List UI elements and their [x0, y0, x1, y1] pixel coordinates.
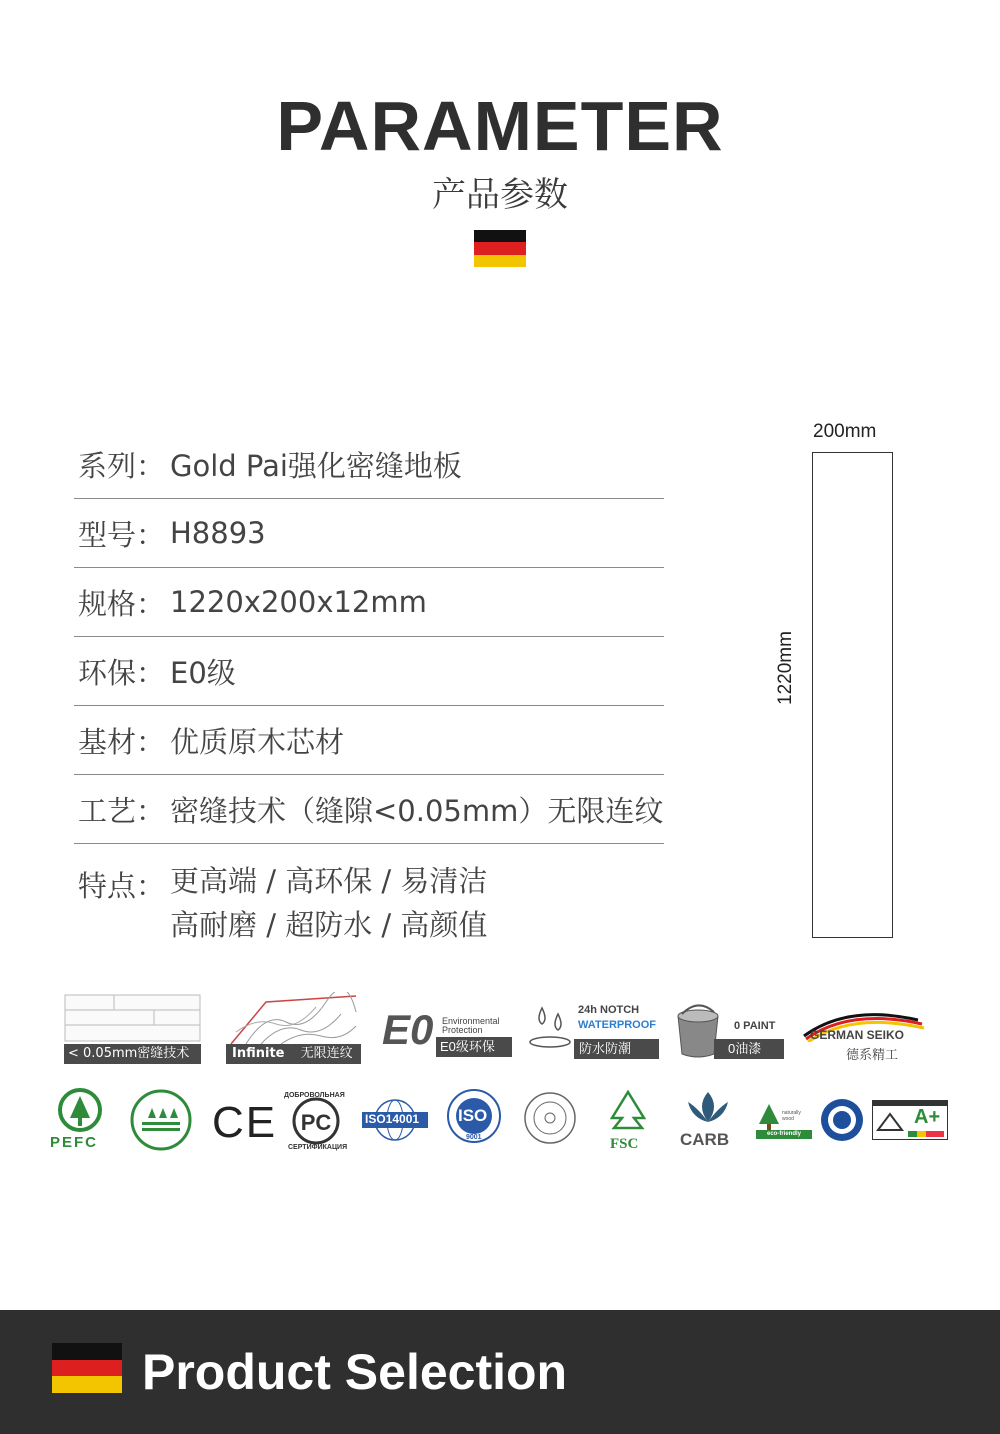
feature-badges: [58, 992, 938, 1066]
waterproof-caption: WATERPROOF: [578, 1019, 657, 1031]
spec-label: 型号：: [78, 517, 166, 552]
plank-length-label: 1220mm: [775, 631, 796, 705]
eco-band-label: eco-friendly: [756, 1130, 812, 1139]
notch-caption: 24h NOTCH: [578, 1004, 640, 1016]
german-seiko-badge: [798, 992, 928, 1064]
infinite-badge: [226, 992, 361, 1064]
paint-caption-cn: 0油漆: [714, 1039, 784, 1059]
page-title: PARAMETER: [276, 87, 724, 165]
svg-text:PC: PC: [300, 1110, 332, 1135]
footer-banner: [0, 1310, 1000, 1434]
spec-label: 工艺：: [78, 793, 166, 828]
blue-angel-logo: [820, 1098, 866, 1148]
footer-title: Product Selection: [142, 1344, 568, 1400]
plank-seam-icon: [64, 994, 201, 1044]
fsc-logo: [602, 1088, 652, 1153]
iso9001-logo: [444, 1088, 504, 1152]
fsc-tree-icon: [602, 1088, 652, 1132]
spec-label: 系列：: [78, 448, 166, 483]
carb-logo: [678, 1088, 738, 1150]
pct-caption-top: ДОБРОВОЛЬНАЯ: [284, 1092, 345, 1099]
china-eco-label-logo: [522, 1088, 578, 1152]
spec-value: Gold Pai强化密缝地板: [170, 448, 462, 483]
germany-flag-icon: [52, 1343, 122, 1393]
spec-value: 1220x200x12mm: [170, 585, 427, 619]
waterproof-caption-cn: 防水防潮: [574, 1039, 659, 1059]
spec-value: 密缝技术（缝隙<0.05mm）无限连纹: [170, 793, 664, 828]
seam-caption: < 0.05mm密缝技术: [64, 1044, 201, 1064]
spec-label: 基材：: [78, 724, 166, 759]
aplus-label: A+: [914, 1106, 941, 1128]
spec-list: [74, 430, 664, 954]
iso9001-mark: ISO: [458, 1106, 488, 1125]
fsc-label: FSC: [610, 1136, 639, 1152]
spec-row-material: [74, 706, 664, 775]
pefc-tree-icon: [50, 1088, 114, 1134]
certification-logos: [50, 1088, 955, 1158]
infinite-caption-cn: 无限连纹: [300, 1046, 353, 1061]
plank-width-label: 200mm: [813, 421, 877, 442]
floor-arrows-icon: [130, 1088, 194, 1152]
waterproof-badge: [526, 992, 659, 1064]
flower-seal-icon: [522, 1088, 578, 1148]
e0-badge: [378, 992, 513, 1064]
e0-caption-cn: E0级环保: [436, 1037, 512, 1057]
ce-label: CE: [212, 1098, 278, 1147]
water-drops-icon: [528, 998, 576, 1058]
wood-grain-icon: [226, 992, 361, 1046]
e0-mark-icon: E0: [382, 1006, 434, 1053]
floor-cert-logo: [130, 1088, 194, 1156]
zero-paint-badge: [672, 992, 784, 1064]
spec-row-series: [74, 430, 664, 499]
pefc-label: PEFC: [50, 1134, 99, 1151]
spec-value-line-1: 更高端 / 高环保 / 易清洁: [170, 864, 488, 898]
spec-row-model: [74, 499, 664, 568]
iso14001-label: ISO14001: [365, 1112, 420, 1126]
paint-caption: 0 PAINT: [734, 1020, 776, 1032]
aplus-rating-logo: [872, 1100, 948, 1144]
eco-small-label: naturally wood: [782, 1110, 801, 1122]
german-caption-cn: 德系精工: [846, 1047, 899, 1062]
ce-logo: [212, 1098, 278, 1148]
blue-angel-icon: [820, 1098, 866, 1144]
spec-row-features: [74, 844, 664, 954]
iso9001-number: 9001: [466, 1134, 482, 1141]
spec-row-size: [74, 568, 664, 637]
pct-logo: [278, 1088, 354, 1158]
spec-label: 环保：: [78, 655, 166, 690]
spec-value: H8893: [170, 516, 266, 550]
spec-row-craft: [74, 775, 664, 844]
page-subtitle: 产品参数: [432, 175, 568, 215]
seam-badge: [64, 992, 201, 1064]
spec-row-eco: [74, 637, 664, 706]
iso14001-logo: [362, 1098, 428, 1146]
carb-label: CARB: [680, 1130, 730, 1149]
german-caption: GERMAN SEIKO: [810, 1028, 905, 1042]
leaf-icon: [678, 1088, 738, 1126]
e0-caption-en-1: Environmental: [442, 1016, 500, 1026]
infinite-caption-en: Infinite: [232, 1046, 285, 1061]
eco-friendly-logo: [756, 1102, 814, 1137]
pct-caption-bottom: СЕРТИФИКАЦИЯ: [288, 1144, 348, 1151]
plank-outline: [812, 452, 893, 938]
spec-value-line-2: 高耐磨 / 超防水 / 高颜值: [170, 908, 488, 942]
green-tree-icon: [756, 1102, 782, 1130]
spec-label: 规格：: [78, 586, 166, 621]
spec-value: E0级: [170, 655, 236, 690]
germany-flag-icon: [474, 230, 526, 267]
spec-value: 优质原木芯材: [170, 724, 345, 759]
spec-label: 特点：: [78, 869, 166, 903]
pefc-logo: [50, 1088, 114, 1151]
e0-caption-en-2: Protection: [442, 1025, 483, 1035]
